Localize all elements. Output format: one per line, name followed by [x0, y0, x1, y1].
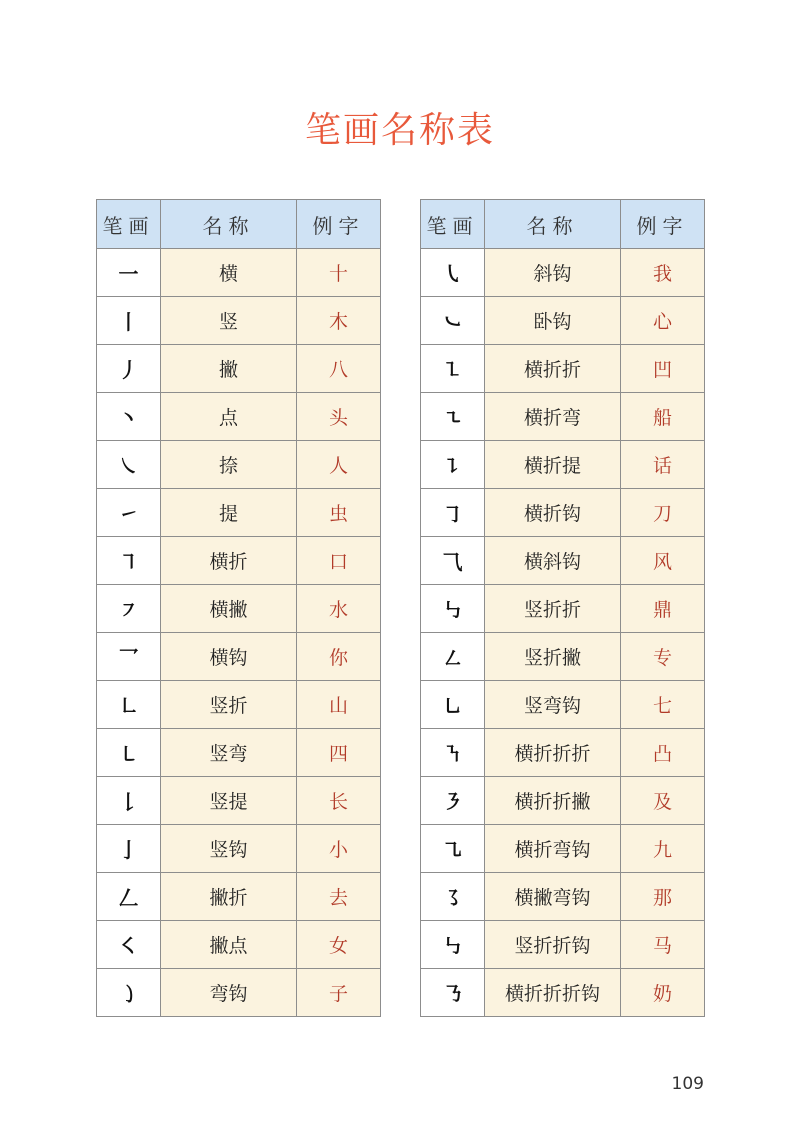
name-cell: 横折折: [485, 345, 621, 393]
table-row: [421, 249, 705, 297]
name-cell: 横撇弯钩: [485, 873, 621, 921]
table-row: [421, 537, 705, 585]
header-name: 名称: [485, 200, 621, 249]
table-row: [421, 777, 705, 825]
header-stroke: 笔画: [421, 200, 485, 249]
name-cell: 竖折撇: [485, 633, 621, 681]
example-cell: 十: [297, 249, 381, 297]
stroke-cell: ㇇: [97, 585, 161, 633]
example-cell: 小: [297, 825, 381, 873]
table-row: [97, 825, 381, 873]
stroke-cell: ㇃: [421, 297, 485, 345]
stroke-cell: ⺄: [421, 537, 485, 585]
table-row: [97, 681, 381, 729]
stroke-cell: ㇎: [421, 729, 485, 777]
stroke-table-right: [420, 199, 705, 1017]
stroke-cell: ㇏: [97, 441, 161, 489]
name-cell: 横折: [161, 537, 297, 585]
name-cell: 横折弯: [485, 393, 621, 441]
table-row: [97, 729, 381, 777]
name-cell: 竖弯钩: [485, 681, 621, 729]
table-row: [97, 441, 381, 489]
table-row: [421, 969, 705, 1017]
name-cell: 竖提: [161, 777, 297, 825]
stroke-cell: ㇋: [421, 777, 485, 825]
table-header-row: [421, 200, 705, 249]
name-cell: 横钩: [161, 633, 297, 681]
name-cell: 弯钩: [161, 969, 297, 1017]
example-cell: 四: [297, 729, 381, 777]
name-cell: 横折提: [485, 441, 621, 489]
example-cell: 七: [621, 681, 705, 729]
name-cell: 卧钩: [485, 297, 621, 345]
table-row: [421, 585, 705, 633]
stroke-table-left: [96, 199, 381, 1017]
table-row: [421, 729, 705, 777]
stroke-cell: 丶: [97, 393, 161, 441]
stroke-cell: 亅: [97, 825, 161, 873]
example-cell: 人: [297, 441, 381, 489]
example-cell: 子: [297, 969, 381, 1017]
table-row: [97, 969, 381, 1017]
name-cell: 竖: [161, 297, 297, 345]
stroke-cell: ㇄: [97, 729, 161, 777]
example-cell: 去: [297, 873, 381, 921]
example-cell: 你: [297, 633, 381, 681]
name-cell: 点: [161, 393, 297, 441]
stroke-cell: 乛: [97, 633, 161, 681]
example-cell: 木: [297, 297, 381, 345]
example-cell: 长: [297, 777, 381, 825]
name-cell: 横折弯钩: [485, 825, 621, 873]
stroke-cell: 𠃋: [97, 873, 161, 921]
example-cell: 船: [621, 393, 705, 441]
table-row: [421, 825, 705, 873]
table-row: [421, 393, 705, 441]
example-cell: 女: [297, 921, 381, 969]
example-cell: 话: [621, 441, 705, 489]
table-row: [421, 633, 705, 681]
table-header-row: [97, 200, 381, 249]
stroke-cell: ㇆: [421, 489, 485, 537]
table-row: [97, 585, 381, 633]
name-cell: 竖钩: [161, 825, 297, 873]
name-cell: 竖折折: [485, 585, 621, 633]
example-cell: 心: [621, 297, 705, 345]
table-row: [421, 345, 705, 393]
stroke-cell: ㇟: [421, 681, 485, 729]
example-cell: 八: [297, 345, 381, 393]
name-cell: 撇点: [161, 921, 297, 969]
example-cell: 马: [621, 921, 705, 969]
example-cell: 凸: [621, 729, 705, 777]
header-example: 例字: [621, 200, 705, 249]
stroke-cell: ㇌: [421, 873, 485, 921]
page-title: 笔画名称表: [304, 110, 495, 151]
example-cell: 头: [297, 393, 381, 441]
example-cell: 虫: [297, 489, 381, 537]
name-cell: 横折折撇: [485, 777, 621, 825]
name-cell: 撇: [161, 345, 297, 393]
name-cell: 竖折: [161, 681, 297, 729]
name-cell: 横折折折钩: [485, 969, 621, 1017]
example-cell: 那: [621, 873, 705, 921]
name-cell: 提: [161, 489, 297, 537]
table-row: [421, 489, 705, 537]
name-cell: 撇折: [161, 873, 297, 921]
name-cell: 横折钩: [485, 489, 621, 537]
stroke-cell: 𠄌: [97, 777, 161, 825]
name-cell: 竖折折钩: [485, 921, 621, 969]
stroke-cell: ㇕: [97, 537, 161, 585]
table-row: [97, 297, 381, 345]
stroke-cell: ㇂: [421, 249, 485, 297]
table-row: [97, 489, 381, 537]
example-cell: 山: [297, 681, 381, 729]
stroke-cell: 丨: [97, 297, 161, 345]
example-cell: 凹: [621, 345, 705, 393]
table-row: [97, 345, 381, 393]
table-row: [421, 921, 705, 969]
name-cell: 横斜钩: [485, 537, 621, 585]
example-cell: 奶: [621, 969, 705, 1017]
stroke-cell: ㇜: [421, 633, 485, 681]
header-example: 例字: [297, 200, 381, 249]
stroke-cell: ㇡: [421, 969, 485, 1017]
stroke-cell: ㇉: [421, 921, 485, 969]
example-cell: 及: [621, 777, 705, 825]
table-row: [97, 921, 381, 969]
stroke-cell: 丿: [97, 345, 161, 393]
stroke-cell: ㇊: [421, 441, 485, 489]
table-row: [97, 873, 381, 921]
stroke-cell: ㇁: [97, 969, 161, 1017]
stroke-cell: ㇉: [421, 585, 485, 633]
example-cell: 我: [621, 249, 705, 297]
table-row: [421, 681, 705, 729]
stroke-cell: ㇅: [421, 345, 485, 393]
example-cell: 口: [297, 537, 381, 585]
table-row: [97, 537, 381, 585]
name-cell: 捺: [161, 441, 297, 489]
stroke-cell: 一: [97, 249, 161, 297]
name-cell: 横撇: [161, 585, 297, 633]
table-row: [421, 441, 705, 489]
table-row: [97, 777, 381, 825]
table-row: [421, 297, 705, 345]
table-row: [97, 393, 381, 441]
example-cell: 风: [621, 537, 705, 585]
stroke-cell: ㇍: [421, 393, 485, 441]
page-number: 109: [671, 1074, 704, 1094]
name-cell: 竖弯: [161, 729, 297, 777]
example-cell: 鼎: [621, 585, 705, 633]
example-cell: 九: [621, 825, 705, 873]
name-cell: 横: [161, 249, 297, 297]
table-row: [97, 633, 381, 681]
stroke-cell: ㇈: [421, 825, 485, 873]
stroke-cell: ㇀: [97, 489, 161, 537]
example-cell: 刀: [621, 489, 705, 537]
table-row: [421, 873, 705, 921]
stroke-cell: ㇛: [97, 921, 161, 969]
stroke-cell: ㇗: [97, 681, 161, 729]
table-row: [97, 249, 381, 297]
example-cell: 水: [297, 585, 381, 633]
header-name: 名称: [161, 200, 297, 249]
example-cell: 专: [621, 633, 705, 681]
header-stroke: 笔画: [97, 200, 161, 249]
name-cell: 斜钩: [485, 249, 621, 297]
name-cell: 横折折折: [485, 729, 621, 777]
